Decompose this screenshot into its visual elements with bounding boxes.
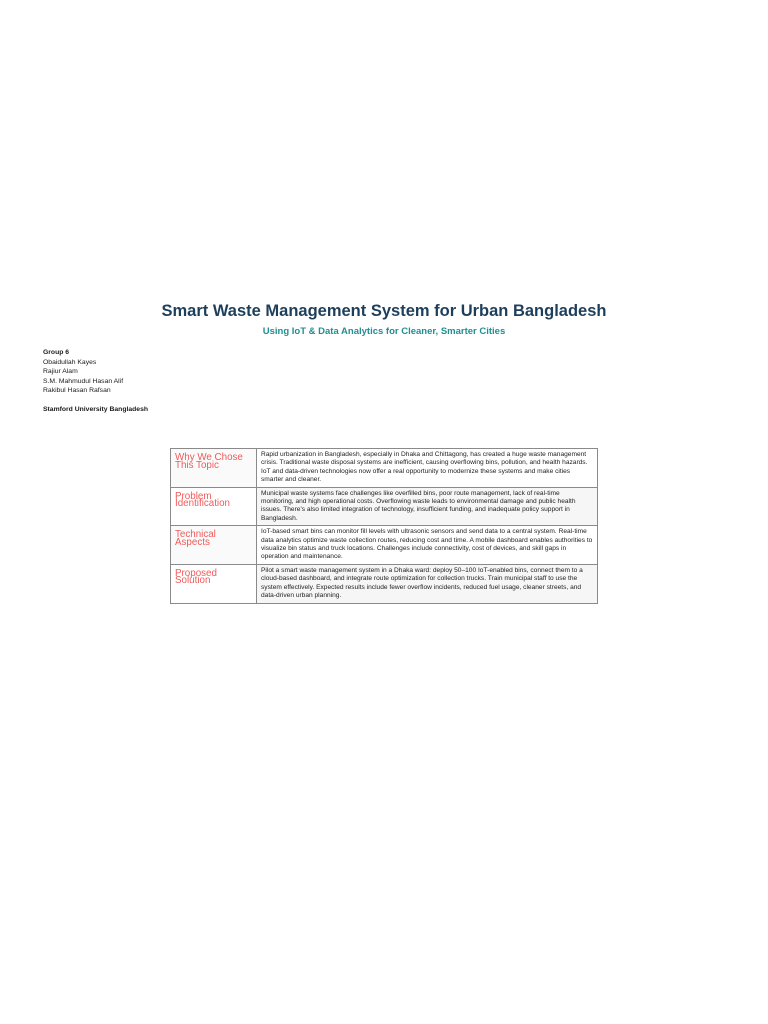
row-text: Rapid urbanization in Bangladesh, especially in Dhaka and Chittagong, has created a huge waste management crisis. Traditional waste disposal systems are inefficient, causing overflowing bins, pollution, and health hazards. IoT and data-driven technologies now offer a real opportunity to modernize these systems and make cities smarter and cleaner. xyxy=(257,449,598,488)
table-row xyxy=(171,564,598,603)
table-row xyxy=(171,487,598,526)
row-label: Proposed Solution xyxy=(171,564,257,603)
row-label: Why We Chose This Topic xyxy=(171,449,257,488)
member-name: S.M. Mahmudul Hasan Alif xyxy=(43,377,124,385)
document-title: Smart Waste Management System for Urban Bangladesh xyxy=(161,302,607,320)
topic-table xyxy=(170,448,598,604)
table-row xyxy=(171,526,598,565)
row-text: IoT-based smart bins can monitor fill levels with ultrasonic sensors and send data to a central system. Real-time data analytics optimize waste collection routes, reducing cost and time. A mobile dashboard enables authorities to visualize bin status and truck locations. Challenges include connectivity, cost of devices, and skill gaps in operation and maintenance. xyxy=(257,526,598,565)
university-name: Stamford University Bangladesh xyxy=(43,406,148,413)
member-name: Obaidullah Kayes xyxy=(43,358,97,366)
group-heading: Group 6 xyxy=(43,349,70,356)
member-name: Rajiur Alam xyxy=(43,368,78,376)
row-label: Problem Identification xyxy=(171,487,257,526)
member-name: Rakibul Hasan Rafsan xyxy=(43,387,111,395)
row-label: Technical Aspects xyxy=(171,526,257,565)
row-text: Pilot a smart waste management system in a Dhaka ward: deploy 50–100 IoT-enabled bins, connect them to a cloud-based dashboard, and integrate route optimization for collection trucks. Train municipal staff to use the system effectively. Expected results include fewer overflow incidents, reduced fuel usage, cleaner streets, and data-driven urban planning. xyxy=(257,564,598,603)
group-info xyxy=(43,348,123,396)
document-subtitle: Using IoT & Data Analytics for Cleaner, Smarter Cities xyxy=(262,326,506,337)
table-row xyxy=(171,449,598,488)
row-text: Municipal waste systems face challenges like overfilled bins, poor route management, lack of real-time monitoring, and high operational costs. Overflowing waste leads to environmental damage and public health issues. There's also limited integration of technology, insufficient funding, and inadequate policy support in Bangladesh. xyxy=(257,487,598,526)
